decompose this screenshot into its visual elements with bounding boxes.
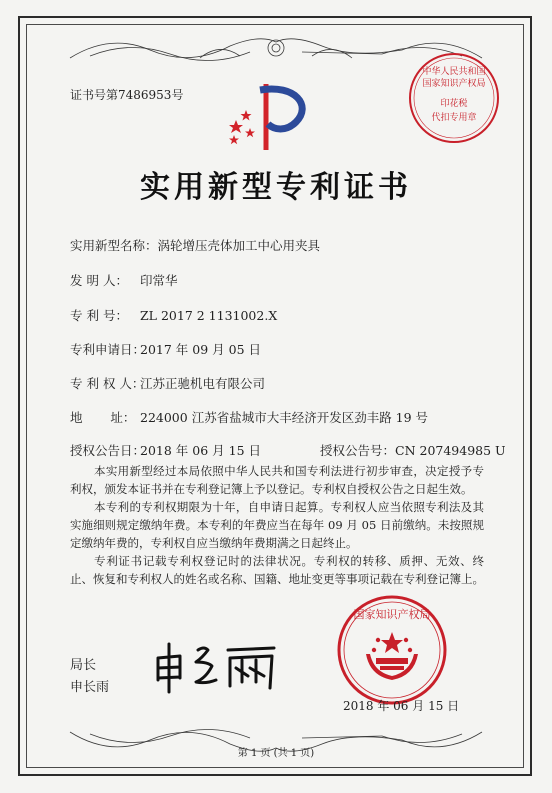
- seal-line-1: 中华人民共和国: [422, 67, 486, 77]
- value-filing-date: 2017 年 09 月 05 日: [140, 342, 261, 357]
- field-address: [70, 408, 428, 426]
- seal-big-text: 国家知识产权局: [353, 608, 431, 621]
- seal-line-3: 印花税: [440, 99, 468, 109]
- field-patentee: [70, 374, 265, 392]
- body-paragraph-1: 本实用新型经过本局依照中华人民共和国专利法进行初步审查，决定授予专利权，颁发本证书并在专利登记簿上予以登记。专利权自授权公告之日起生效。: [70, 464, 484, 496]
- field-grant-number: [320, 441, 506, 459]
- value-grant-number: CN 207494985 U: [395, 443, 506, 458]
- value-patentee: 江苏正驰机电有限公司: [140, 376, 266, 391]
- value-address: 224000 江苏省盐城市大丰经济开发区劲丰路 19 号: [140, 410, 429, 425]
- value-inventor: 印常华: [140, 273, 178, 288]
- field-grant-date: [70, 441, 261, 459]
- seal-date: 2018 年 06 月 15 日: [343, 699, 460, 713]
- document-title: 实用新型专利证书: [140, 170, 412, 205]
- label-address: 地 址：: [70, 410, 136, 425]
- page-number: 第 1 页 (共 1 页): [237, 748, 315, 759]
- label-utility-model-name: 实用新型名称：: [70, 238, 158, 253]
- field-patent-number: [70, 306, 277, 324]
- label-inventor: 发 明 人：: [70, 273, 128, 288]
- certificate-body: [70, 462, 484, 588]
- director-title: 局长: [70, 658, 97, 673]
- value-utility-model-name: 涡轮增压壳体加工中心用夹具: [157, 238, 321, 253]
- field-inventor: [70, 271, 178, 289]
- director-signature: [150, 636, 280, 696]
- field-filing-date: [70, 340, 261, 358]
- body-paragraph-3: 专利证书记载专利权登记时的法律状况。专利权的转移、质押、无效、终止、恢复和专利权人的姓名或名称、国籍、地址变更等事项记载在专利登记簿上。: [70, 554, 484, 586]
- label-grant-number: 授权公告号：: [320, 443, 396, 458]
- director-name: 申长雨: [70, 680, 110, 695]
- official-seal-icon: [336, 594, 448, 706]
- certificate-number: 证书号第7486953号: [70, 88, 184, 102]
- label-patentee: 专 利 权 人：: [70, 376, 145, 391]
- seal-line-4: 代扣专用章: [431, 113, 477, 123]
- label-patent-number: 专 利 号：: [70, 308, 128, 323]
- label-filing-date: 专利申请日：: [70, 342, 146, 357]
- body-paragraph-2: 本专利的专利权期限为十年，自申请日起算。专利权人应当依照专利法及其实施细则规定缴纳年费。本专利的年费应当在每年 09 月 05 日前缴纳。未按照规定缴纳年费的，专利权自应当缴纳年费期满之日起终止。: [70, 500, 484, 550]
- value-patent-number: ZL 2017 2 1131002.X: [140, 308, 278, 323]
- field-utility-model-name: [70, 236, 320, 254]
- value-grant-date: 2018 年 06 月 15 日: [140, 443, 261, 458]
- tax-stamp-seal: [406, 50, 502, 146]
- label-grant-date: 授权公告日：: [70, 443, 146, 458]
- cnipa-logo-icon: [226, 80, 316, 152]
- seal-line-2: 国家知识产权局: [422, 79, 486, 89]
